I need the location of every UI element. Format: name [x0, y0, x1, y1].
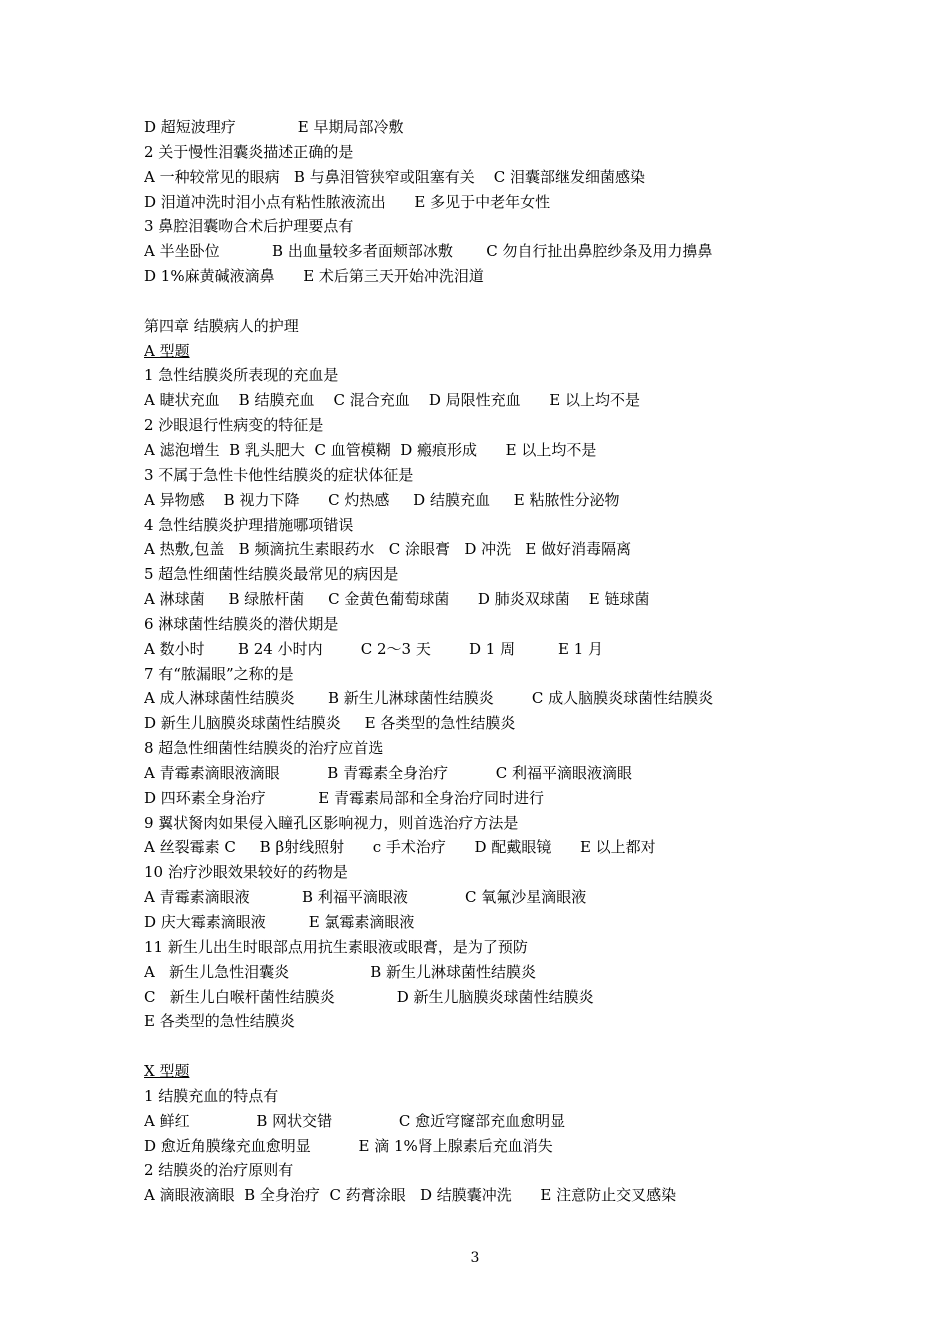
section-heading: X 型题 [144, 1062, 190, 1081]
text-line: D 庆大霉素滴眼液 E 氯霉素滴眼液 [144, 913, 415, 931]
text-line: 1 急性结膜炎所表现的充血是 [144, 366, 339, 385]
text-line: A 热敷,包盖 B 频滴抗生素眼药水 C 涂眼膏 D 冲洗 E 做好消毒隔离 [144, 540, 632, 559]
text-line: 2 关于慢性泪囊炎描述正确的是 [144, 142, 354, 161]
page-number: 3 [470, 1250, 480, 1266]
text-line: D 新生儿脑膜炎球菌性结膜炎 E 各类型的急性结膜炎 [144, 714, 516, 733]
text-line: D 愈近角膜缘充血愈明显 E 滴 1%肾上腺素后充血消失 [144, 1136, 553, 1155]
section-heading: A 型题 [144, 341, 190, 360]
text-line: 1 结膜充血的特点有 [144, 1086, 279, 1105]
text-line: A 成人淋球菌性结膜炎 B 新生儿淋球菌性结膜炎 C 成人脑膜炎球菌性结膜炎 [144, 689, 714, 708]
text-line: D 泪道冲洗时泪小点有粘性脓液流出 E 多见于中老年女性 [144, 192, 551, 211]
text-line: A 青霉素滴眼液 B 利福平滴眼液 C 氧氟沙星滴眼液 [144, 888, 587, 907]
text-line: C 新生儿白喉杆菌性结膜炎 D 新生儿脑膜炎球菌性结膜炎 [144, 987, 594, 1006]
text-line: A 鲜红 B 网状交错 C 愈近穹窿部充血愈明显 [144, 1111, 566, 1130]
text-line: 2 沙眼退行性病变的特征是 [144, 416, 324, 435]
page-content [144, 115, 844, 1208]
text-line: A 睫状充血 B 结膜充血 C 混合充血 D 局限性充血 E 以上均不是 [144, 391, 640, 410]
blank-line [144, 1034, 844, 1059]
text-line: 10 治疗沙眼效果较好的药物是 [144, 863, 348, 882]
text-line: A 半坐卧位 B 出血量较多者面颊部冰敷 C 勿自行扯出鼻腔纱条及用力擤鼻 [144, 242, 713, 261]
text-line: D 四环素全身治疗 E 青霉素局部和全身治疗同时进行 [144, 788, 544, 807]
text-line: 第四章 结膜病人的护理 [144, 316, 299, 335]
text-line: A 滤泡增生 B 乳头肥大 C 血管模糊 D 瘢痕形成 E 以上均不是 [144, 440, 597, 459]
text-line: 6 淋球菌性结膜炎的潜伏期是 [144, 614, 339, 633]
text-line: 3 不属于急性卡他性结膜炎的症状体征是 [144, 465, 414, 484]
text-line: 2 结膜炎的治疗原则有 [144, 1161, 294, 1180]
text-line: A 丝裂霉素 C B β射线照射 c 手术治疗 D 配戴眼镜 E 以上都对 [144, 838, 656, 857]
text-line: 5 超急性细菌性结膜炎最常见的病因是 [144, 565, 399, 584]
text-line: E 各类型的急性结膜炎 [144, 1012, 295, 1031]
text-line: A 数小时 B 24 小时内 C 2～3 天 D 1 周 E 1 月 [144, 639, 604, 658]
text-line: 9 翼状胬肉如果侵入瞳孔区影响视力，则首选治疗方法是 [144, 813, 519, 832]
blank-line [144, 289, 844, 314]
text-line: 4 急性结膜炎护理措施哪项错误 [144, 515, 354, 534]
text-line: A 青霉素滴眼液滴眼 B 青霉素全身治疗 C 利福平滴眼液滴眼 [144, 763, 633, 782]
text-line: D 1%麻黄碱液滴鼻 E 术后第三天开始冲洗泪道 [144, 267, 484, 286]
text-line: A 一种较常见的眼病 B 与鼻泪管狭窄或阻塞有关 C 泪囊部继发细菌感染 [144, 167, 646, 186]
text-line: 3 鼻腔泪囊吻合术后护理要点有 [144, 217, 354, 236]
text-line: A 异物感 B 视力下降 C 灼热感 D 结膜充血 E 粘脓性分泌物 [144, 490, 620, 509]
text-line: D 超短波理疗 E 早期局部冷敷 [144, 118, 404, 136]
text-line: A 淋球菌 B 绿脓杆菌 C 金黄色葡萄球菌 D 肺炎双球菌 E 链球菌 [144, 590, 650, 609]
text-line: 8 超急性细菌性结膜炎的治疗应首选 [144, 739, 384, 758]
text-line: A 滴眼液滴眼 B 全身治疗 C 药膏涂眼 D 结膜囊冲洗 E 注意防止交叉感染 [144, 1186, 677, 1205]
text-line: 11 新生儿出生时眼部点用抗生素眼液或眼膏，是为了预防 [144, 937, 528, 956]
text-line: 7 有“脓漏眼”之称的是 [144, 664, 294, 683]
text-line: A 新生儿急性泪囊炎 B 新生儿淋球菌性结膜炎 [144, 962, 536, 981]
